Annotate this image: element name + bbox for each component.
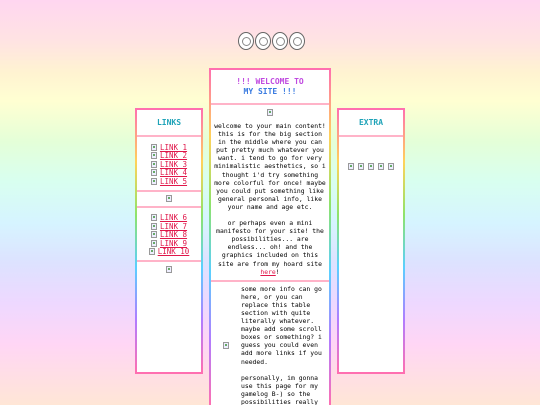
extra-heading: EXTRA [339, 110, 403, 137]
link-5[interactable]: LINK 5 [159, 176, 188, 186]
broken-image-icon [151, 144, 157, 151]
broken-image-icon [151, 240, 157, 247]
links-group-2 [137, 208, 201, 263]
broken-image-icon [151, 152, 157, 159]
welcome-line-2: MY SITE !!! [243, 86, 297, 96]
list-item [137, 231, 201, 240]
broken-image-icon [378, 163, 384, 170]
main-section [211, 105, 329, 282]
broken-image-icon [151, 169, 157, 176]
broken-image-icon [348, 163, 354, 170]
table-paragraph-1: some more info can go here, or you can replace this table section with quite literally whatever. maybe add some scroll boxes or something? i guess you could even add more links if you needed. [241, 284, 322, 366]
links-panel [135, 108, 203, 374]
broken-image-icon [358, 163, 364, 170]
table-paragraph-2: personally, im gonna use this page for my gamelog B-) so the possibilities really [241, 373, 318, 405]
welcome-heading [211, 70, 329, 105]
main-text [211, 119, 329, 280]
stamp-row [339, 137, 403, 170]
link-6[interactable]: LINK 6 [159, 213, 188, 223]
broken-image-icon [151, 214, 157, 221]
link-1[interactable]: LINK 1 [159, 142, 188, 152]
broken-image-icon [151, 231, 157, 238]
title-bubble-icon [238, 32, 254, 50]
links-group-1 [137, 137, 201, 192]
link-2[interactable]: LINK 2 [159, 151, 188, 161]
main-paragraph-1: welcome to your main content! this is for the big section in the middle where you can put pretty much whatever you want. i tend to go for very minimalistic aesthetics, so i thought i'd try something more colorful for once! maybe you could put something like general personal info, like your name and age etc. [214, 122, 326, 211]
title-bubble-icon [289, 32, 305, 50]
title-bubble-icon [255, 32, 271, 50]
broken-image-icon [166, 266, 172, 273]
main-image [211, 105, 329, 119]
list-item [137, 152, 201, 161]
list-item [137, 222, 201, 231]
link-8[interactable]: LINK 8 [159, 230, 188, 240]
main-paragraph-2: or perhaps even a mini manifesto for your site! the possibilities... are endless... oh! and the graphics included on this site are from my hoard site here! [216, 219, 324, 276]
broken-image-icon [368, 163, 374, 170]
links-footer-image [137, 262, 201, 276]
extra-panel [337, 108, 405, 374]
broken-image-icon [388, 163, 394, 170]
broken-image-icon [166, 195, 172, 202]
list-item [137, 160, 201, 169]
broken-image-icon [149, 248, 155, 255]
hoard-site-link[interactable]: here [260, 267, 276, 276]
link-3[interactable]: LINK 3 [159, 159, 188, 169]
list-item [137, 169, 201, 178]
list-item [137, 143, 201, 152]
table-image [213, 285, 239, 405]
link-4[interactable]: LINK 4 [159, 168, 188, 178]
title-bubble-icon [272, 32, 288, 50]
broken-image-icon [267, 109, 273, 116]
link-10[interactable]: LINK 10 [157, 247, 190, 257]
table-text [239, 285, 327, 405]
broken-image-icon [223, 342, 229, 349]
broken-image-icon [151, 178, 157, 185]
broken-image-icon [151, 223, 157, 230]
link-9[interactable]: LINK 9 [159, 238, 188, 248]
list-item [137, 248, 201, 257]
link-7[interactable]: LINK 7 [159, 221, 188, 231]
list-item [137, 239, 201, 248]
main-content-panel [209, 68, 331, 405]
site-title-bubbles [238, 32, 305, 50]
broken-image-icon [151, 161, 157, 168]
table-section [211, 282, 329, 405]
links-heading: LINKS [137, 110, 201, 137]
list-item [137, 177, 201, 186]
links-divider-image [137, 192, 201, 208]
list-item [137, 214, 201, 223]
welcome-line-1: !!! WELCOME TO [236, 76, 304, 86]
